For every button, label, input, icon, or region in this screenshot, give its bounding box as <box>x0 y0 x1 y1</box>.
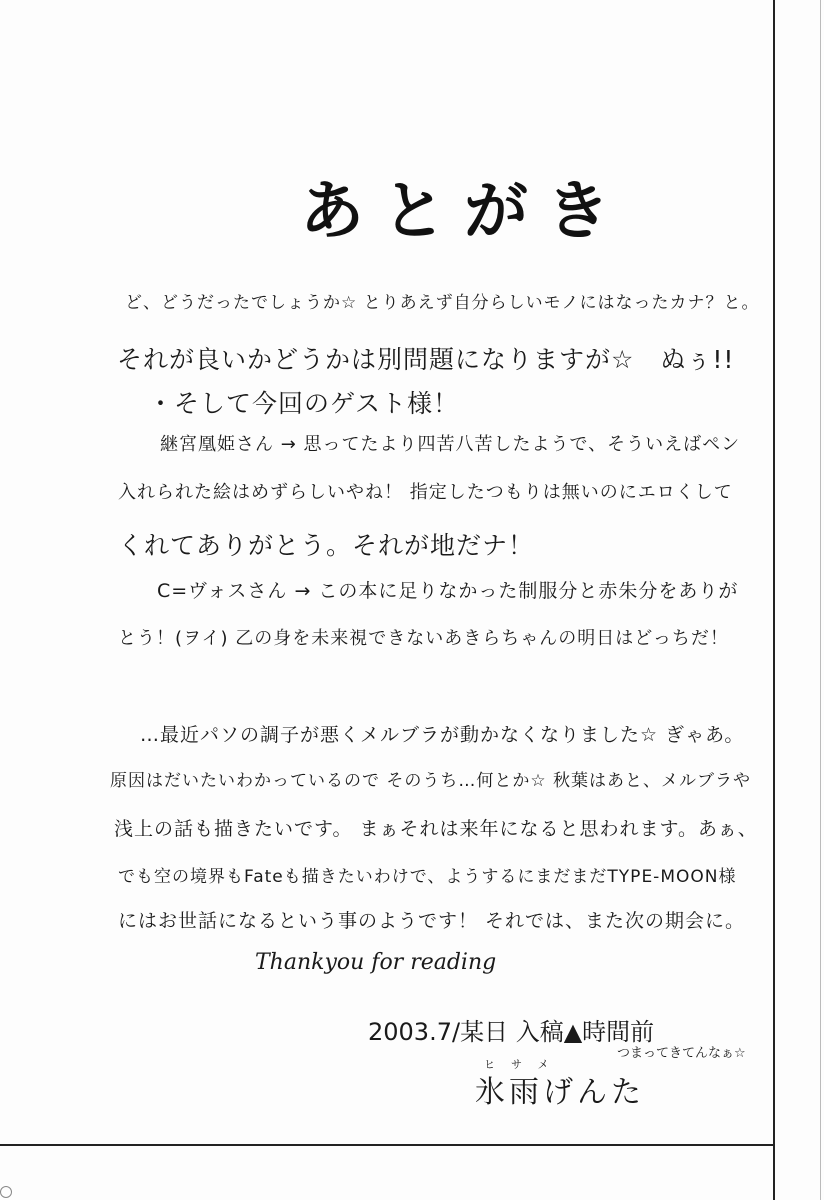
body-line: 浅上の話も描きたいです。 まぁそれは来年になると思われます。あぁ、 <box>114 818 758 840</box>
side-note: つまってきてんなぁ☆ <box>617 1046 746 1061</box>
body-line: それが良いかどうかは別問題になりますが☆ ぬぅ!! <box>117 345 735 374</box>
page-corner-mark <box>0 1186 12 1198</box>
body-line: 入れられた絵はめずらしいやね！ 指定したつもりは無いのにエロくして <box>118 482 733 503</box>
submission-date: 2003.7/某日 入稿▲時間前 <box>368 1018 655 1046</box>
body-line: ど、どうだったでしょうか☆ とりあえず自分らしいモノにはなったカナ？と。 <box>125 293 760 313</box>
body-line: ・そして今回のゲスト様！ <box>148 389 460 418</box>
page-frame-bottom-border <box>0 1144 775 1146</box>
body-line: くれてありがとう。それが地だナ！ <box>118 531 535 560</box>
body-line: とう！(ヲイ) 乙の身を未来視できないあきらちゃんの明日はどっちだ！ <box>118 628 729 649</box>
closing-message: Thankyou for reading <box>255 950 497 975</box>
body-line: 原因はだいたいわかっているので そのうち…何とか☆ 秋葉はあと、メルブラや <box>110 771 752 791</box>
body-line: …最近パソの調子が悪くメルブラが動かなくなりました☆ ぎゃあ。 <box>140 724 745 746</box>
body-line: 継宮凰姫さん → 思ってたより四苦八苦したようで、そういえばペン <box>160 434 741 455</box>
body-line: にはお世話になるという事のようです！ それでは、また次の期会に。 <box>118 910 746 932</box>
body-line: でも空の境界もFateも描きたいわけで、ようするにまだまだTYPE-MOON様 <box>118 867 737 887</box>
author-signature: 氷雨げんた <box>475 1075 645 1110</box>
page-frame-right-border <box>773 0 775 1200</box>
signature-reading: ヒサメ <box>484 1058 565 1071</box>
page-title: あとがき <box>300 174 628 249</box>
page-edge <box>820 0 821 1200</box>
body-line: C=ヴォスさん → この本に足りなかった制服分と赤朱分をありが <box>157 580 739 602</box>
